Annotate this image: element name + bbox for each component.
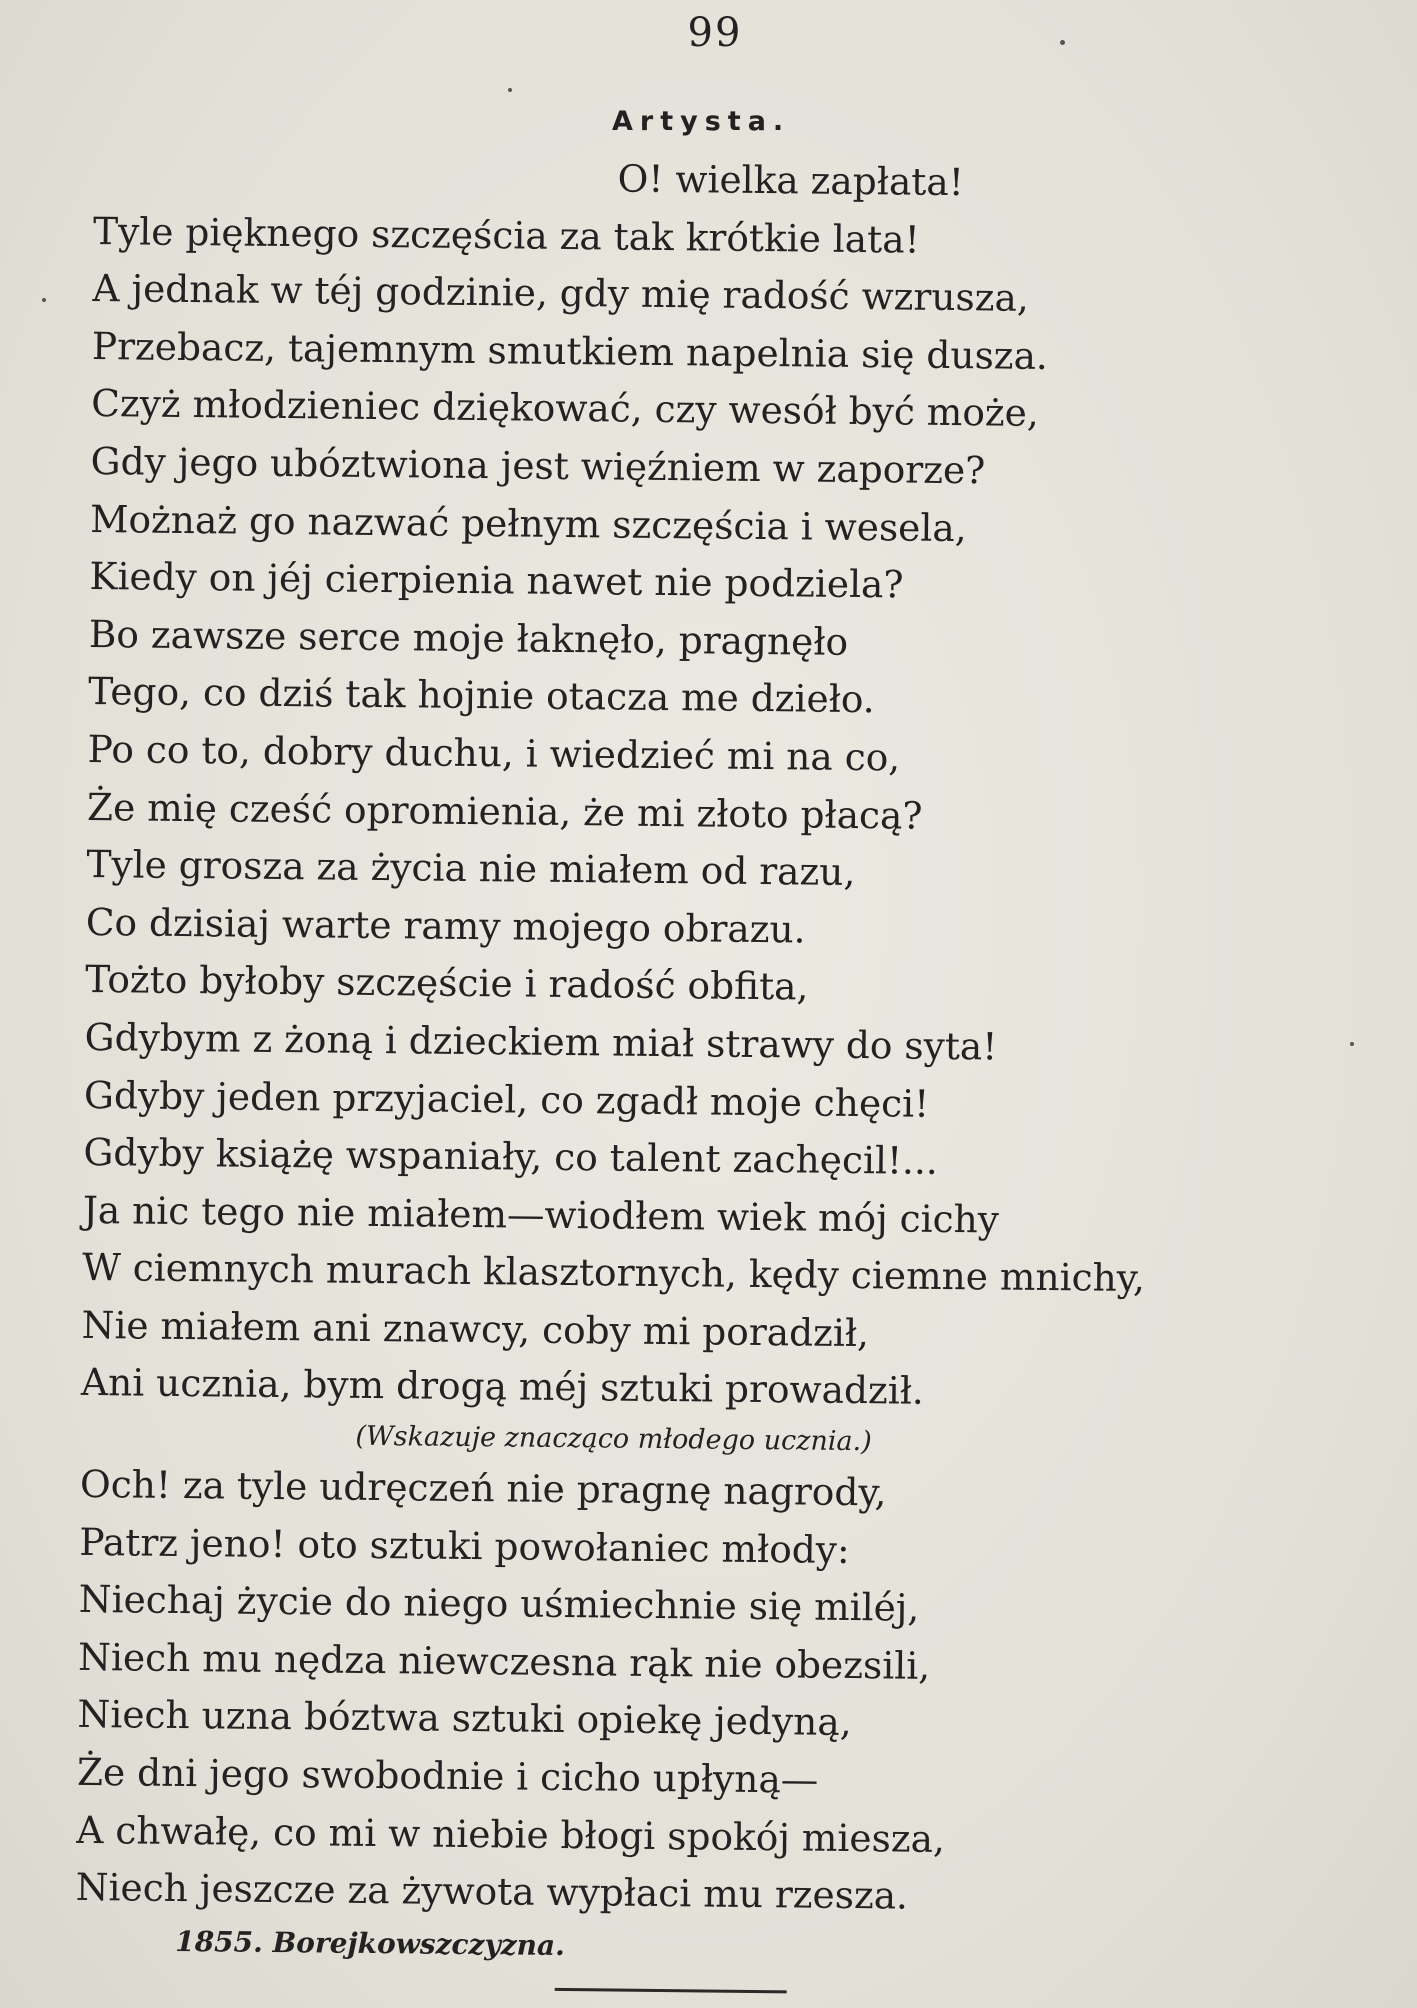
paper-speck (508, 88, 512, 92)
verse-line: Gdyby książę wspaniały, co talent zachęcil!... (83, 1130, 939, 1183)
verse-line: A chwałę, co mi w niebie błogi spokój miesza, (76, 1807, 946, 1861)
verse-line: Niechaj życie do niego uśmiechnie się miléj, (78, 1577, 920, 1630)
paper-speck (42, 298, 46, 302)
verse-line: Nie miałem ani znawcy, coby mi poradził, (81, 1302, 870, 1356)
verse-line: Gdy jego ubóztwiona jest więźniem w zaporze? (90, 438, 986, 493)
verse-line: Patrz jeno! oto sztuki powołaniec młody: (79, 1519, 850, 1572)
verse-line: Och! za tyle udręczeń nie pragnę nagrody, (79, 1461, 887, 1515)
verse-line: Bo zawsze serce moje łaknęło, pragnęło (88, 611, 849, 664)
verse-line: Tego, co dziś tak hojnie otacza me dzieło. (88, 669, 875, 722)
verse-line: Po co to, dobry duchu, i wiedzieć mi na co, (87, 726, 901, 780)
verse-line: Że mię cześć opromienia, że mi złoto płacą? (86, 784, 923, 838)
verse-line: Przebacz, tajemnym smutkiem napelnia się dusza. (91, 323, 1049, 378)
verse-line: Tożto byłoby szczęście i radość obfita, (85, 957, 809, 1009)
verse-line: Kiedy on jéj cierpienia nawet nie podziela? (89, 554, 904, 607)
paper-speck (1060, 40, 1065, 45)
verse-line: Niech mu nędza niewczesna rąk nie obezsili, (77, 1634, 931, 1688)
verse-line: Czyż młodzieniec dziękować, czy wesół być może, (91, 381, 1040, 436)
verse-line: Tyle pięknego szczęścia za tak krótkie lata! (92, 208, 920, 262)
verse-line: Ani ucznia, bym drogą méj sztuki prowadził. (80, 1360, 925, 1414)
verse-line: W ciemnych murach klasztornych, kędy ciemne mnichy, (82, 1245, 1146, 1301)
verse-line: Gdybym z żoną i dzieckiem miał strawy do syta! (84, 1014, 998, 1069)
verse-line: Niech jeszcze za żywota wypłaci mu rzesza. (75, 1865, 909, 1918)
stage-direction: (Wskazuje znacząco młodego ucznia.) (355, 1420, 872, 1458)
paper-speck (1350, 1042, 1354, 1046)
speaker-name: Artysta. (612, 106, 791, 137)
verse-line: Możnaż go nazwać pełnym szczęścia i wesela, (89, 496, 967, 550)
colophon: 1855. Borejkowszczyzna. (175, 1924, 566, 1962)
verse-line: Że dni jego swobodnie i cicho upłyną— (76, 1749, 819, 1802)
verse-line: Tyle grosza za życia nie miałem od razu, (86, 842, 856, 895)
verse-line: Gdyby jeden przyjaciel, co zgadł moje chęci! (83, 1072, 930, 1126)
end-rule-divider (555, 1988, 787, 1993)
verse-line: Co dzisiaj warte ramy mojego obrazu. (85, 899, 806, 952)
verse-line: Ja nic tego nie miałem—wiodłem wiek mój cichy (82, 1187, 1000, 1242)
verse-block (75, 145, 1394, 1999)
verse-line: O! wielka zapłata! (617, 156, 965, 205)
verse-line: A jednak w téj godzinie, gdy mię radość wzrusza, (92, 266, 1030, 320)
page-number: 99 (687, 10, 743, 56)
verse-line: Niech uzna bóztwa sztuki opiekę jedyną, (77, 1692, 852, 1745)
